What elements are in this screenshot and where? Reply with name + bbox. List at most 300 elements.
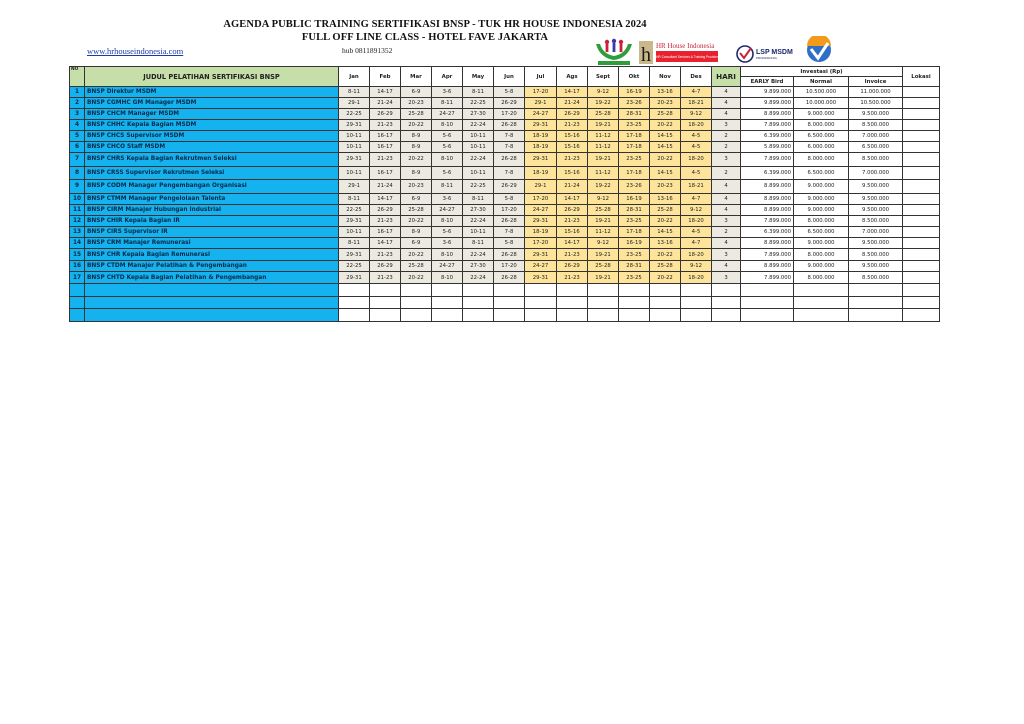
schedule-date: 22-24 — [463, 120, 494, 131]
lsp-kpcdm-logo — [596, 39, 632, 65]
schedule-date: 29-31 — [339, 271, 370, 284]
header-no: NO — [70, 67, 85, 87]
schedule-date: 6-9 — [401, 238, 432, 249]
price-early-bird: 9.899.000 — [741, 98, 794, 109]
schedule-date: 8-11 — [432, 98, 463, 109]
empty-cell — [432, 296, 463, 309]
schedule-date: 21-23 — [557, 153, 588, 167]
schedule-date: 3-6 — [432, 193, 463, 204]
empty-row — [70, 284, 940, 297]
empty-cell — [741, 296, 794, 309]
schedule-date: 6-9 — [401, 87, 432, 98]
schedule-date: 4-5 — [681, 142, 712, 153]
empty-cell — [525, 296, 557, 309]
schedule-date: 18-20 — [681, 153, 712, 167]
schedule-date: 7-8 — [494, 227, 525, 238]
schedule-date: 8-9 — [401, 142, 432, 153]
schedule-date: 29-31 — [339, 153, 370, 167]
lokasi-value — [903, 131, 940, 142]
schedule-date: 14-17 — [370, 87, 401, 98]
price-invoice: 8.500.000 — [849, 249, 903, 260]
empty-cell — [70, 309, 85, 322]
lokasi-value — [903, 180, 940, 194]
row-number: 16 — [70, 260, 85, 271]
row-number: 12 — [70, 215, 85, 226]
empty-cell — [903, 309, 940, 322]
hari-value: 2 — [712, 227, 741, 238]
schedule-date: 17-18 — [619, 227, 650, 238]
schedule-date: 20-22 — [401, 249, 432, 260]
table-row — [70, 260, 940, 271]
schedule-date: 18-20 — [681, 249, 712, 260]
table-row — [70, 120, 940, 131]
empty-cell — [794, 296, 849, 309]
schedule-date: 16-17 — [370, 227, 401, 238]
price-early-bird: 9.899.000 — [741, 87, 794, 98]
hari-value: 2 — [712, 142, 741, 153]
schedule-date: 8-10 — [432, 271, 463, 284]
price-normal: 6.500.000 — [794, 131, 849, 142]
schedule-date: 8-10 — [432, 120, 463, 131]
schedule-date: 19-21 — [588, 153, 619, 167]
table-row — [70, 193, 940, 204]
hari-value: 2 — [712, 166, 741, 180]
schedule-date: 25-28 — [588, 109, 619, 120]
training-title: BNSP CTMM Manager Pengelolaan Talenta — [85, 193, 339, 204]
schedule-date: 19-21 — [588, 249, 619, 260]
schedule-date: 26-28 — [494, 249, 525, 260]
price-normal: 8.000.000 — [794, 153, 849, 167]
row-number: 13 — [70, 227, 85, 238]
table-row — [70, 215, 940, 226]
row-number: 14 — [70, 238, 85, 249]
empty-cell — [650, 309, 681, 322]
header-investasi: Investasi (Rp) — [741, 67, 903, 77]
empty-cell — [463, 296, 494, 309]
lokasi-value — [903, 87, 940, 98]
schedule-date: 29-1 — [339, 98, 370, 109]
empty-cell — [370, 284, 401, 297]
training-schedule-table — [69, 66, 940, 322]
schedule-date: 21-23 — [370, 215, 401, 226]
schedule-date: 5-6 — [432, 166, 463, 180]
price-early-bird: 8.899.000 — [741, 204, 794, 215]
schedule-date: 10-11 — [339, 227, 370, 238]
row-number: 8 — [70, 166, 85, 180]
schedule-date: 17-18 — [619, 131, 650, 142]
schedule-date: 7-8 — [494, 131, 525, 142]
hari-value: 4 — [712, 204, 741, 215]
schedule-date: 19-22 — [588, 180, 619, 194]
row-number: 10 — [70, 193, 85, 204]
header-month: Okt — [619, 67, 650, 87]
hari-value: 4 — [712, 193, 741, 204]
schedule-date: 20-22 — [650, 120, 681, 131]
schedule-date: 22-24 — [463, 249, 494, 260]
row-number: 6 — [70, 142, 85, 153]
schedule-date: 21-24 — [370, 98, 401, 109]
schedule-date: 17-20 — [494, 109, 525, 120]
schedule-date: 20-22 — [401, 215, 432, 226]
row-number: 9 — [70, 180, 85, 194]
price-invoice: 8.500.000 — [849, 153, 903, 167]
schedule-date: 4-5 — [681, 131, 712, 142]
schedule-date: 18-19 — [525, 142, 557, 153]
schedule-date: 8-11 — [432, 180, 463, 194]
empty-cell — [463, 284, 494, 297]
empty-cell — [70, 284, 85, 297]
hari-value: 4 — [712, 87, 741, 98]
schedule-date: 14-15 — [650, 142, 681, 153]
schedule-date: 18-19 — [525, 131, 557, 142]
schedule-date: 10-11 — [339, 131, 370, 142]
training-title: BNSP CTDM Manajer Pelatihan & Pengembangan — [85, 260, 339, 271]
price-early-bird: 6.399.000 — [741, 166, 794, 180]
header-month: Des — [681, 67, 712, 87]
schedule-date: 8-10 — [432, 153, 463, 167]
schedule-date: 25-28 — [650, 204, 681, 215]
header-month: Feb — [370, 67, 401, 87]
page-subtitle: FULL OFF LINE CLASS - HOTEL FAVE JAKARTA — [301, 32, 549, 43]
schedule-date: 3-6 — [432, 238, 463, 249]
bnsp-seal-logo — [807, 36, 831, 62]
schedule-date: 22-25 — [463, 98, 494, 109]
table-row — [70, 204, 940, 215]
schedule-date: 13-16 — [650, 87, 681, 98]
svg-text:PROFESIONAL: PROFESIONAL — [756, 56, 778, 60]
schedule-date: 18-20 — [681, 271, 712, 284]
price-normal: 6.500.000 — [794, 227, 849, 238]
schedule-date: 9-12 — [681, 109, 712, 120]
price-invoice: 7.000.000 — [849, 166, 903, 180]
header-early-bird: EARLY Bird — [741, 77, 794, 87]
empty-cell — [849, 284, 903, 297]
hari-value: 3 — [712, 153, 741, 167]
schedule-date: 20-23 — [401, 180, 432, 194]
row-number: 7 — [70, 153, 85, 167]
empty-cell — [525, 309, 557, 322]
training-title: BNSP CRSS Supervisor Rekrutmen Seleksi — [85, 166, 339, 180]
schedule-date: 21-23 — [557, 215, 588, 226]
empty-cell — [401, 284, 432, 297]
schedule-date: 21-23 — [557, 249, 588, 260]
schedule-date: 14-15 — [650, 227, 681, 238]
row-number: 17 — [70, 271, 85, 284]
empty-cell — [681, 296, 712, 309]
schedule-date: 23-25 — [619, 215, 650, 226]
table-row — [70, 131, 940, 142]
schedule-date: 21-24 — [557, 180, 588, 194]
lokasi-value — [903, 249, 940, 260]
schedule-date: 4-5 — [681, 227, 712, 238]
schedule-date: 9-12 — [588, 87, 619, 98]
schedule-date: 8-9 — [401, 227, 432, 238]
training-title: BNSP CHIR Kepala Bagian IR — [85, 215, 339, 226]
schedule-date: 28-31 — [619, 109, 650, 120]
schedule-date: 8-9 — [401, 166, 432, 180]
schedule-date: 24-27 — [432, 109, 463, 120]
svg-text:LSP MSDM: LSP MSDM — [756, 49, 793, 56]
schedule-date: 11-12 — [588, 131, 619, 142]
empty-cell — [712, 309, 741, 322]
schedule-date: 25-28 — [401, 109, 432, 120]
table-row — [70, 98, 940, 109]
schedule-date: 18-20 — [681, 120, 712, 131]
header-month: Ags — [557, 67, 588, 87]
schedule-date: 20-22 — [401, 153, 432, 167]
schedule-date: 10-11 — [463, 227, 494, 238]
header-lokasi: Lokasi — [903, 67, 940, 87]
schedule-date: 20-22 — [650, 271, 681, 284]
row-number: 4 — [70, 120, 85, 131]
schedule-date: 8-10 — [432, 249, 463, 260]
training-title: BNSP CHR Kepala Bagian Remunerasi — [85, 249, 339, 260]
schedule-date: 4-7 — [681, 193, 712, 204]
table-row — [70, 271, 940, 284]
price-invoice: 9.500.000 — [849, 180, 903, 194]
price-invoice: 9.500.000 — [849, 109, 903, 120]
empty-cell — [401, 309, 432, 322]
table-row — [70, 249, 940, 260]
schedule-date: 8-11 — [463, 238, 494, 249]
schedule-date: 16-19 — [619, 193, 650, 204]
price-normal: 9.000.000 — [794, 260, 849, 271]
website-link[interactable]: www.hrhouseindonesia.com — [87, 46, 184, 56]
schedule-date: 29-31 — [339, 249, 370, 260]
schedule-date: 17-18 — [619, 142, 650, 153]
schedule-date: 15-16 — [557, 166, 588, 180]
empty-cell — [712, 296, 741, 309]
schedule-date: 6-9 — [401, 193, 432, 204]
schedule-date: 14-15 — [650, 166, 681, 180]
schedule-date: 14-15 — [650, 131, 681, 142]
schedule-date: 28-31 — [619, 204, 650, 215]
header-month: Apr — [432, 67, 463, 87]
schedule-date: 17-18 — [619, 166, 650, 180]
header-month: May — [463, 67, 494, 87]
hari-value: 3 — [712, 120, 741, 131]
schedule-date: 4-7 — [681, 238, 712, 249]
price-normal: 9.000.000 — [794, 204, 849, 215]
schedule-date: 8-11 — [339, 87, 370, 98]
schedule-date: 14-17 — [557, 193, 588, 204]
empty-cell — [588, 309, 619, 322]
schedule-date: 22-25 — [339, 260, 370, 271]
schedule-date: 28-31 — [619, 260, 650, 271]
schedule-date: 5-6 — [432, 142, 463, 153]
schedule-date: 22-24 — [463, 153, 494, 167]
schedule-date: 16-17 — [370, 166, 401, 180]
empty-cell — [849, 309, 903, 322]
table-row — [70, 142, 940, 153]
price-normal: 9.000.000 — [794, 238, 849, 249]
empty-cell — [650, 296, 681, 309]
schedule-date: 25-28 — [650, 109, 681, 120]
schedule-date: 21-24 — [557, 98, 588, 109]
row-number: 3 — [70, 109, 85, 120]
price-early-bird: 8.899.000 — [741, 109, 794, 120]
price-normal: 9.000.000 — [794, 193, 849, 204]
schedule-date: 25-28 — [401, 260, 432, 271]
schedule-date: 29-1 — [339, 180, 370, 194]
empty-cell — [903, 296, 940, 309]
lokasi-value — [903, 142, 940, 153]
empty-cell — [85, 284, 339, 297]
schedule-date: 22-25 — [463, 180, 494, 194]
schedule-date: 18-19 — [525, 166, 557, 180]
table-row — [70, 153, 940, 167]
empty-cell — [463, 309, 494, 322]
schedule-date: 15-16 — [557, 142, 588, 153]
schedule-date: 20-22 — [401, 120, 432, 131]
schedule-date: 10-11 — [463, 142, 494, 153]
price-invoice: 9.500.000 — [849, 238, 903, 249]
hari-value: 3 — [712, 215, 741, 226]
price-normal: 8.000.000 — [794, 271, 849, 284]
price-normal: 9.000.000 — [794, 180, 849, 194]
schedule-date: 24-27 — [432, 204, 463, 215]
schedule-date: 16-19 — [619, 87, 650, 98]
table-row — [70, 109, 940, 120]
schedule-date: 29-31 — [525, 249, 557, 260]
schedule-date: 29-31 — [339, 120, 370, 131]
schedule-date: 18-21 — [681, 180, 712, 194]
schedule-date: 21-23 — [370, 271, 401, 284]
price-early-bird: 7.899.000 — [741, 215, 794, 226]
schedule-date: 26-29 — [557, 204, 588, 215]
schedule-date: 26-29 — [494, 180, 525, 194]
svg-text:h: h — [641, 44, 651, 66]
empty-cell — [619, 296, 650, 309]
schedule-date: 29-1 — [525, 98, 557, 109]
schedule-date: 27-30 — [463, 260, 494, 271]
row-number: 2 — [70, 98, 85, 109]
schedule-date: 26-29 — [370, 109, 401, 120]
empty-cell — [741, 284, 794, 297]
schedule-date: 19-21 — [588, 271, 619, 284]
lokasi-value — [903, 215, 940, 226]
schedule-date: 17-20 — [525, 87, 557, 98]
empty-cell — [432, 309, 463, 322]
schedule-date: 26-29 — [557, 260, 588, 271]
schedule-date: 23-26 — [619, 98, 650, 109]
header-judul: JUDUL PELATIHAN SERTIFIKASI BNSP — [85, 67, 339, 87]
schedule-date: 21-23 — [370, 153, 401, 167]
price-invoice: 7.000.000 — [849, 227, 903, 238]
schedule-date: 15-16 — [557, 227, 588, 238]
header-month: Jul — [525, 67, 557, 87]
empty-cell — [339, 296, 370, 309]
schedule-date: 13-16 — [650, 193, 681, 204]
price-early-bird: 8.899.000 — [741, 180, 794, 194]
schedule-date: 16-17 — [370, 142, 401, 153]
schedule-date: 5-8 — [494, 193, 525, 204]
schedule-date: 20-23 — [650, 98, 681, 109]
empty-cell — [557, 309, 588, 322]
schedule-date: 10-11 — [339, 166, 370, 180]
hari-value: 4 — [712, 180, 741, 194]
price-invoice: 9.500.000 — [849, 260, 903, 271]
schedule-date: 13-16 — [650, 238, 681, 249]
schedule-date: 17-20 — [494, 204, 525, 215]
schedule-date: 4-7 — [681, 87, 712, 98]
schedule-date: 5-8 — [494, 238, 525, 249]
price-invoice: 8.500.000 — [849, 120, 903, 131]
schedule-date: 18-21 — [681, 98, 712, 109]
empty-row — [70, 309, 940, 322]
empty-cell — [401, 296, 432, 309]
empty-cell — [794, 309, 849, 322]
schedule-date: 21-23 — [370, 120, 401, 131]
schedule-date: 21-23 — [557, 271, 588, 284]
lokasi-value — [903, 204, 940, 215]
price-invoice: 8.500.000 — [849, 271, 903, 284]
hari-value: 4 — [712, 98, 741, 109]
lokasi-value — [903, 120, 940, 131]
training-title: BNSP CHCM Manager MSDM — [85, 109, 339, 120]
schedule-date: 17-20 — [494, 260, 525, 271]
schedule-date: 24-27 — [525, 260, 557, 271]
lokasi-value — [903, 166, 940, 180]
schedule-date: 26-29 — [370, 204, 401, 215]
empty-cell — [525, 284, 557, 297]
schedule-date: 10-11 — [339, 142, 370, 153]
empty-cell — [494, 284, 525, 297]
schedule-date: 5-8 — [494, 87, 525, 98]
empty-cell — [588, 284, 619, 297]
training-title: BNSP CHRS Kepala Bagian Rekrutmen Seleksi — [85, 153, 339, 167]
schedule-date: 19-21 — [588, 215, 619, 226]
price-normal: 6.500.000 — [794, 166, 849, 180]
price-invoice: 10.500.000 — [849, 98, 903, 109]
schedule-date: 14-17 — [557, 238, 588, 249]
schedule-date: 11-12 — [588, 166, 619, 180]
schedule-date: 5-6 — [432, 227, 463, 238]
table-row — [70, 87, 940, 98]
training-title: BNSP CHTD Kepala Bagian Pelatihan & Pengembangan — [85, 271, 339, 284]
header-month: Nov — [650, 67, 681, 87]
price-invoice: 7.000.000 — [849, 131, 903, 142]
schedule-date: 29-31 — [525, 215, 557, 226]
empty-cell — [339, 284, 370, 297]
row-number: 15 — [70, 249, 85, 260]
schedule-date: 17-20 — [525, 193, 557, 204]
schedule-date: 19-22 — [588, 98, 619, 109]
schedule-date: 18-19 — [525, 227, 557, 238]
schedule-date: 17-20 — [525, 238, 557, 249]
schedule-date: 5-6 — [432, 131, 463, 142]
training-title: BNSP CIRM Manajer Hubungan Industrial — [85, 204, 339, 215]
hari-value: 2 — [712, 131, 741, 142]
schedule-date: 29-1 — [525, 180, 557, 194]
schedule-date: 26-29 — [494, 98, 525, 109]
schedule-date: 25-28 — [650, 260, 681, 271]
schedule-date: 24-27 — [525, 204, 557, 215]
schedule-date: 10-11 — [463, 166, 494, 180]
hr-house-logo — [639, 41, 719, 66]
schedule-date: 25-28 — [401, 204, 432, 215]
empty-cell — [70, 296, 85, 309]
empty-cell — [557, 296, 588, 309]
empty-cell — [712, 284, 741, 297]
empty-cell — [494, 309, 525, 322]
price-normal: 8.000.000 — [794, 120, 849, 131]
schedule-date: 16-17 — [370, 131, 401, 142]
schedule-date: 29-31 — [525, 153, 557, 167]
lokasi-value — [903, 227, 940, 238]
table-row — [70, 238, 940, 249]
schedule-date: 22-24 — [463, 271, 494, 284]
